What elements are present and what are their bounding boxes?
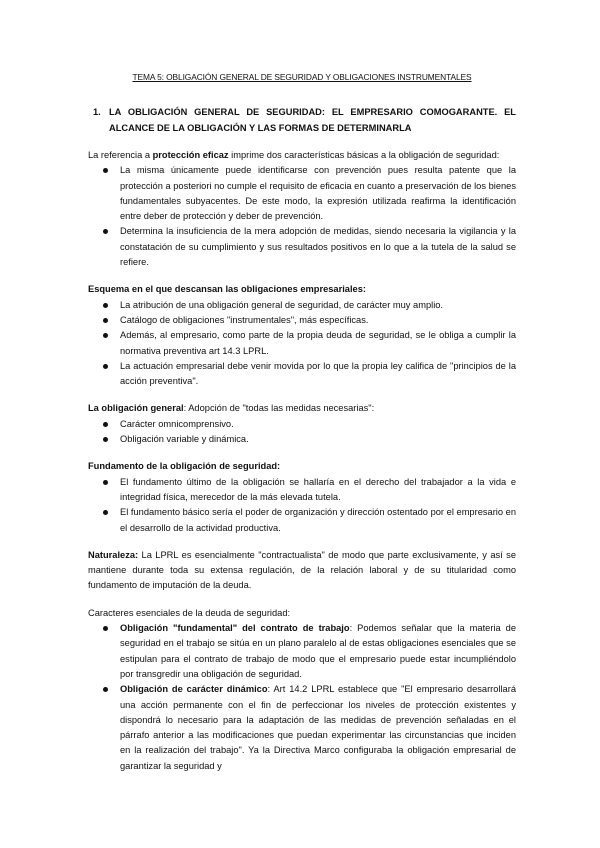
list-item	[88, 682, 516, 774]
section-heading-text: LA OBLIGACIÓN GENERAL DE SEGURIDAD: EL EMPRESARIO COMOGARANTE. EL ALCANCE DE LA OBLIGACIÓN Y LAS FORMAS DE DETERMINARLA	[109, 107, 516, 133]
general-block	[88, 401, 516, 447]
naturaleza-bold: Naturaleza:	[88, 549, 139, 560]
naturaleza-text: La LPRL es esencialmente "contractualista" de modo que parte exclusivamente, y así se mantiene durante toda su extensa regulación, de la relación laboral y de su titularidad como fundamento de imputación de la deuda.	[88, 549, 516, 591]
intro-text-pre: La referencia a	[88, 150, 153, 160]
intro-bold: protección eficaz	[152, 150, 229, 160]
esquema-block	[88, 282, 516, 389]
esquema-heading	[88, 282, 516, 297]
list-item	[88, 475, 516, 506]
list-item	[88, 621, 516, 682]
list-item	[88, 298, 516, 313]
bullet-icon	[103, 333, 108, 338]
list-item-text: Determina la insuficiencia de la mera adopción de medidas, siendo necesaria la vigilancia y la constatación de su cumplimiento y sus resultados positivos en lo que a la tutela de la salud se refiere.	[120, 226, 516, 268]
fundamento-block	[88, 459, 516, 535]
list-item	[88, 328, 516, 359]
list-item-text: La misma únicamente puede identificarse con prevención pues resulta patente que la protección a posteriori no cumple el requisito de eficacia en cuanto a preservación de los bienes fundamentales subyacentes. De este modo, la expresión utilizada reafirma la identificación entre deber de protección y deber de prevención.	[120, 165, 516, 222]
bullet-icon	[103, 687, 108, 692]
bullet-icon	[103, 422, 108, 427]
esquema-bullet-list	[88, 298, 516, 390]
list-item	[88, 224, 516, 270]
list-item	[88, 359, 516, 390]
caracteres-heading: Caracteres esenciales de la deuda de seguridad:	[88, 607, 291, 618]
list-item-text: : Art 14.2 LPRL establece que "El empresario desarrollará una acción permanente con el fin de perfeccionar los niveles de protección existentes y dispondrá lo necesario para la adaptación de las medidas de prevención señaladas en el párrafo anterior a las modificaciones que puedan experimentar las circunstancias que inciden en la realización del trabajo". Ya la Directiva Marco configuraba la obligación empresarial de garantizar la seguridad y	[120, 684, 516, 771]
bullet-icon	[103, 364, 108, 369]
bullet-icon	[103, 318, 108, 323]
bullet-icon	[103, 303, 108, 308]
bullet-icon	[103, 480, 108, 485]
naturaleza-paragraph	[88, 548, 516, 594]
naturaleza-block	[88, 548, 516, 594]
fundamento-heading-text: Fundamento de la obligación de seguridad:	[88, 461, 281, 472]
intro-block	[88, 148, 516, 270]
list-item	[88, 163, 516, 224]
list-item-text: Catálogo de obligaciones "instrumentales", más específicas.	[120, 314, 369, 325]
list-item	[88, 417, 516, 432]
list-item	[88, 505, 516, 536]
list-item-text: El fundamento básico sería el poder de organización y dirección ostentado por el empresario en el desarrollo de la actividad productiva.	[120, 507, 516, 533]
bullet-icon	[103, 229, 108, 234]
list-item-text: La atribución de una obligación general de seguridad, de carácter muy amplio.	[120, 299, 444, 310]
fundamento-heading	[88, 459, 516, 474]
fundamento-bullet-list	[88, 475, 516, 536]
list-item	[88, 313, 516, 328]
general-bullet-list	[88, 417, 516, 448]
bullet-icon	[103, 437, 108, 442]
document-title: TEMA 5: OBLIGACIÓN GENERAL DE SEGURIDAD Y OBLIGACIONES INSTRUMENTALES	[132, 72, 472, 82]
intro-text-post: imprime dos características básicas a la obligación de seguridad:	[228, 150, 500, 160]
general-heading-bold: La obligación general	[88, 403, 184, 414]
general-heading	[88, 401, 516, 416]
intro-bullet-list	[88, 163, 516, 270]
list-item-text: El fundamento último de la obligación se hallaría en el derecho del trabajador a la vida e integridad física, merecedor de la más elevada tutela.	[120, 476, 516, 502]
section-number: 1.	[93, 107, 101, 117]
caracteres-bullet-list	[88, 621, 516, 774]
bullet-icon	[103, 626, 108, 631]
list-item-text: : Podemos señalar que la materia de seguridad en el trabajo se sitúa en un plano paralelo al de estas obligaciones esenciales que se estipulan para el contrato de trabajo de modo que el empresario puede estar incumpliéndolo por transgredir una obligación de seguridad.	[120, 623, 516, 679]
list-item-text: Carácter omnicomprensivo.	[120, 418, 234, 429]
list-item-bold: Obligación "fundamental" del contrato de trabajo	[120, 623, 350, 634]
general-heading-rest: : Adopción de "todas las medidas necesarias":	[183, 403, 375, 414]
bullet-icon	[103, 510, 108, 515]
intro-paragraph	[88, 148, 516, 163]
list-item-bold: Obligación de carácter dinámico	[120, 684, 268, 695]
section-heading	[88, 104, 516, 136]
list-item-text: La actuación empresarial debe venir movida por lo que la propia ley califica de "principios de la acción preventiva".	[120, 360, 516, 387]
esquema-heading-text: Esquema en el que descansan las obligaciones empresariales:	[88, 284, 366, 295]
list-item	[88, 432, 516, 447]
caracteres-block	[88, 606, 516, 774]
list-item-text: Obligación variable y dinámica.	[120, 434, 249, 445]
list-item-text: Además, al empresario, como parte de la propia deuda de seguridad, se le obliga a cumplir la normativa preventiva art 14.3 LPRL.	[120, 330, 516, 356]
bullet-icon	[103, 168, 108, 173]
